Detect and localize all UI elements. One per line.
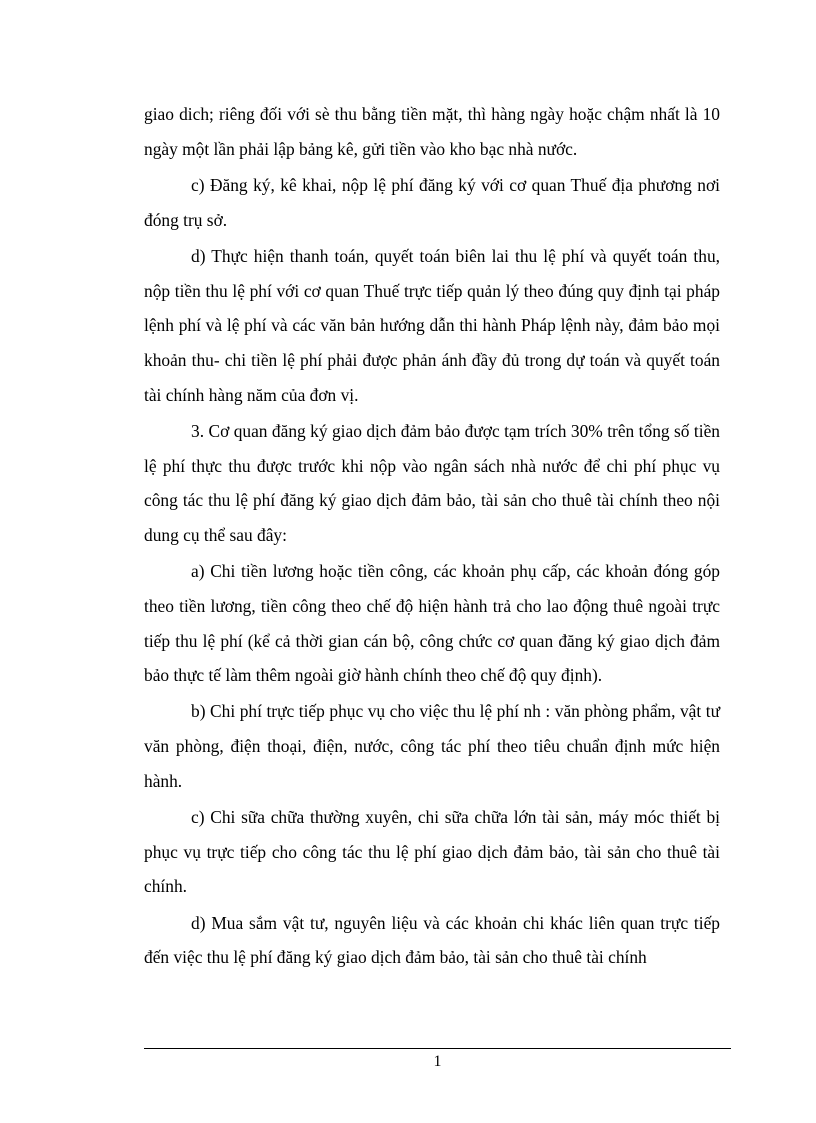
page-number: 1 [433,1053,442,1070]
paragraph-item-c-registration: c) Đăng ký, kê khai, nộp lệ phí đăng ký với cơ quan Thuế địa phương nơi đóng trụ sở. [144,174,720,230]
paragraph-section-3: 3. Cơ quan đăng ký giao dịch đảm bảo được tạm trích 30% trên tổng số tiền lệ phí thực thu được trước khi nộp vào ngân sách nhà nước để chi phí phục vụ công tác thu lệ phí đăng ký giao dịch đảm bảo, tài sản cho thuê tài chính theo nội dung cụ thể sau đây: [144,420,720,545]
document-body [144,97,720,977]
paragraph-item-d-purchases: d) Mua sắm vật tư, nguyên liệu và các khoản chi khác liên quan trực tiếp đến việc thu lệ phí đăng ký giao dịch đảm bảo, tài sản cho thuê tài chính [144,912,720,968]
paragraph-item-d-settlement: d) Thực hiện thanh toán, quyết toán biên lai thu lệ phí và quyết toán thu, nộp tiền thu lệ phí với cơ quan Thuế trực tiếp quản lý theo đúng quy định tại pháp lệnh phí và lệ phí và các văn bản hướng dẫn thi hành Pháp lệnh này, đảm bảo mọi khoản thu- chi tiền lệ phí phải được phản ánh đầy đủ trong dự toán và quyết toán tài chính hàng năm của đơn vị. [144,245,720,405]
footer-divider [144,1048,731,1049]
paragraph-item-a-wages: a) Chi tiền lương hoặc tiền công, các khoản phụ cấp, các khoản đóng góp theo tiền lương, tiền công theo chế độ hiện hành trả cho lao động thuê ngoài trực tiếp thu lệ phí (kể cả thời gian cán bộ, công chức cơ quan đăng ký giao dịch đảm bảo thực tế làm thêm ngoài giờ hành chính theo chế độ quy định). [144,561,720,686]
paragraph-continuation: giao dich; riêng đối với sè thu bằng tiền mặt, thì hàng ngày hoặc chậm nhất là 10 ngày một lần phải lập bảng kê, gửi tiền vào kho bạc nhà nước. [144,104,720,159]
paragraph-item-b-direct-costs: b) Chi phí trực tiếp phục vụ cho việc thu lệ phí nh : văn phòng phẩm, vật tư văn phòng, điện thoại, điện, nước, công tác phí theo tiêu chuẩn định mức hiện hành. [144,701,720,791]
paragraph-item-c-repairs: c) Chi sữa chữa thường xuyên, chi sữa chữa lớn tài sản, máy móc thiết bị phục vụ trực tiếp cho công tác thu lệ phí giao dịch đảm bảo, tài sản cho thuê tài chính. [144,807,720,897]
